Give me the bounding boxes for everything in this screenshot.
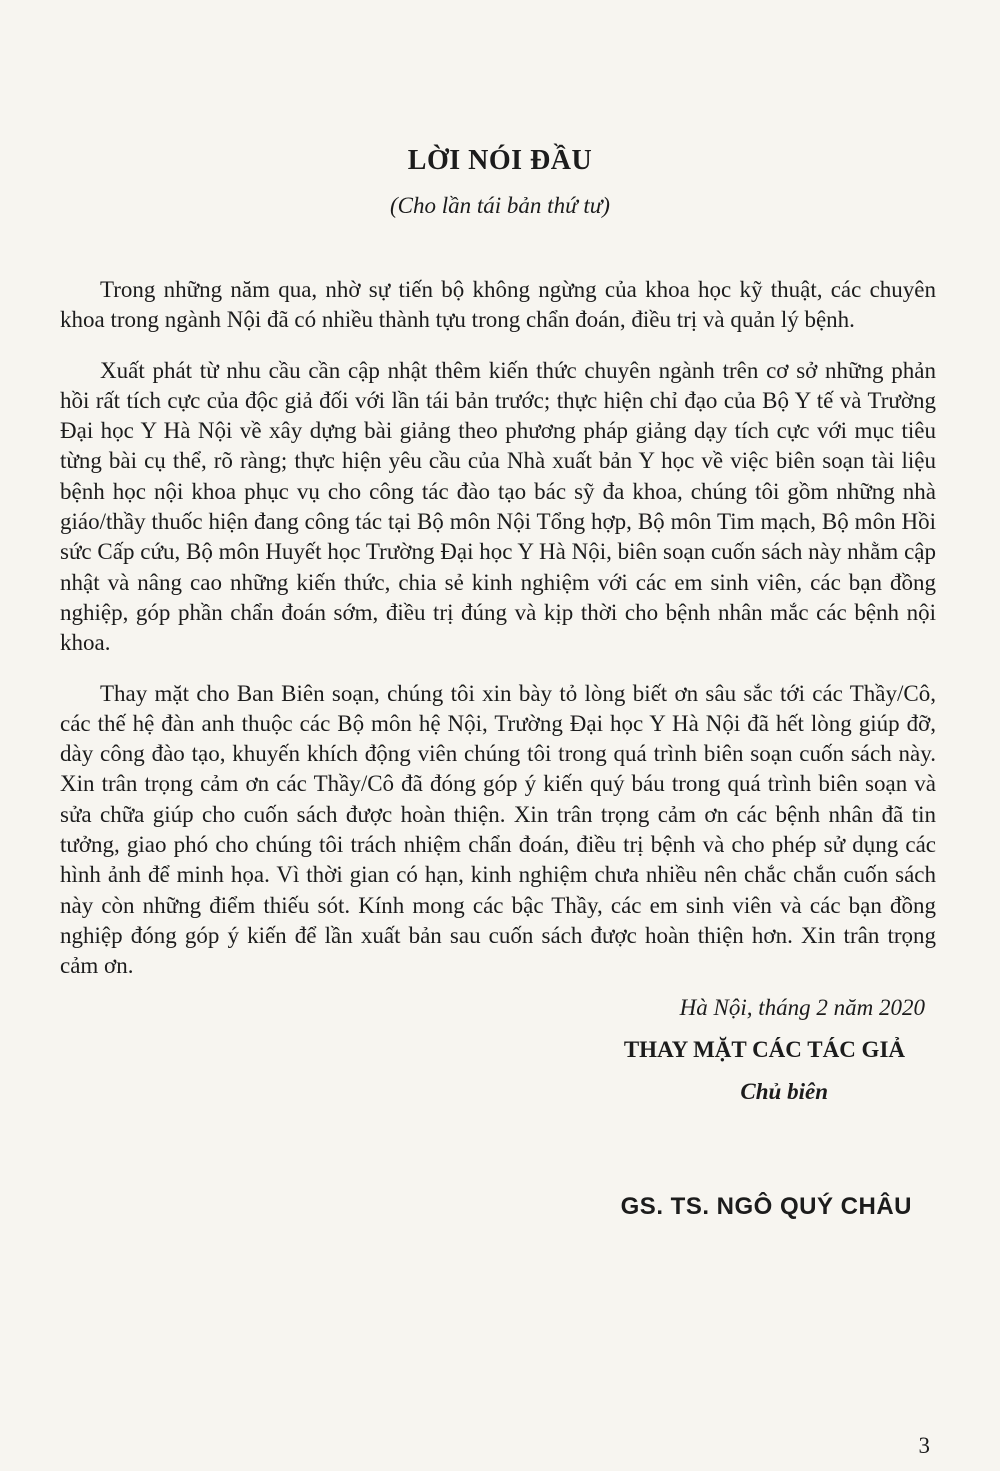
paragraph-1: Trong những năm qua, nhờ sự tiến bộ không ngừng của khoa học kỹ thuật, các chuyên khoa trong ngành Nội đã có nhiều thành tựu trong chẩn đoán, điều trị và quản lý bệnh. <box>60 277 936 333</box>
editor-role: Chủ biên <box>740 1079 828 1104</box>
page-subtitle: (Cho lần tái bản thứ tư) <box>390 193 610 218</box>
paragraph-3: Thay mặt cho Ban Biên soạn, chúng tôi xin bày tỏ lòng biết ơn sâu sắc tới các Thầy/Cô, các thế hệ đàn anh thuộc các Bộ môn hệ Nội, Trường Đại học Y Hà Nội đã hết lòng giúp đỡ, dày công đào tạo, khuyến khích động viên chúng tôi trong quá trình biên soạn cuốn sách này. Xin trân trọng cảm ơn các Thầy/Cô đã đóng góp ý kiến quý báu trong quá trình biên soạn và sửa chữa giúp cho cuốn sách được hoàn thiện. Xin trân trọng cảm ơn các bệnh nhân đã tin tưởng, giao phó cho chúng tôi trách nhiệm chẩn đoán, điều trị bệnh và cho phép sử dụng các hình ảnh để minh họa. Vì thời gian có hạn, kinh nghiệm chưa nhiều nên chắc chắn cuốn sách này còn những điểm thiếu sót. Kính mong các bậc Thầy, các em sinh viên và các bạn đồng nghiệp đóng góp ý kiến để lần xuất bản sau cuốn sách được hoàn thiện hơn. Xin trân trọng cảm ơn. <box>60 680 936 979</box>
page-number: 3 <box>918 1433 930 1458</box>
page-title: LỜI NÓI ĐẦU <box>407 145 593 176</box>
place-date: Hà Nội, tháng 2 năm 2020 <box>679 995 925 1020</box>
paragraph-2: Xuất phát từ nhu cầu cần cập nhật thêm kiến thức chuyên ngành trên cơ sở những phản hồi rất tích cực của độc giả đối với lần tái bản trước; thực hiện chỉ đạo của Bộ Y tế và Trường Đại học Y Hà Nội về xây dựng bài giảng theo phương pháp giảng dạy tích cực với mục tiêu từng bài cụ thể, rõ ràng; thực hiện yêu cầu của Nhà xuất bản Y học về việc biên soạn tài liệu bệnh học nội khoa phục vụ cho công tác đào tạo bác sỹ đa khoa, chúng tôi gồm những nhà giáo/thầy thuốc hiện đang công tác tại Bộ môn Nội Tổng hợp, Bộ môn Tim mạch, Bộ môn Hồi sức Cấp cứu, Bộ môn Huyết học Trường Đại học Y Hà Nội, biên soạn cuốn sách này nhằm cập nhật và nâng cao những kiến thức, chia sẻ kinh nghiệm với các em sinh viên, các bạn đồng nghiệp, góp phần chẩn đoán sớm, điều trị đúng và kịp thời cho bệnh nhân mắc các bệnh nội khoa. <box>60 357 936 656</box>
body-text <box>60 275 936 1002</box>
author-name: GS. TS. NGÔ QUÝ CHÂU <box>620 1193 912 1220</box>
representative-title: THAY MẶT CÁC TÁC GIẢ <box>623 1037 905 1062</box>
